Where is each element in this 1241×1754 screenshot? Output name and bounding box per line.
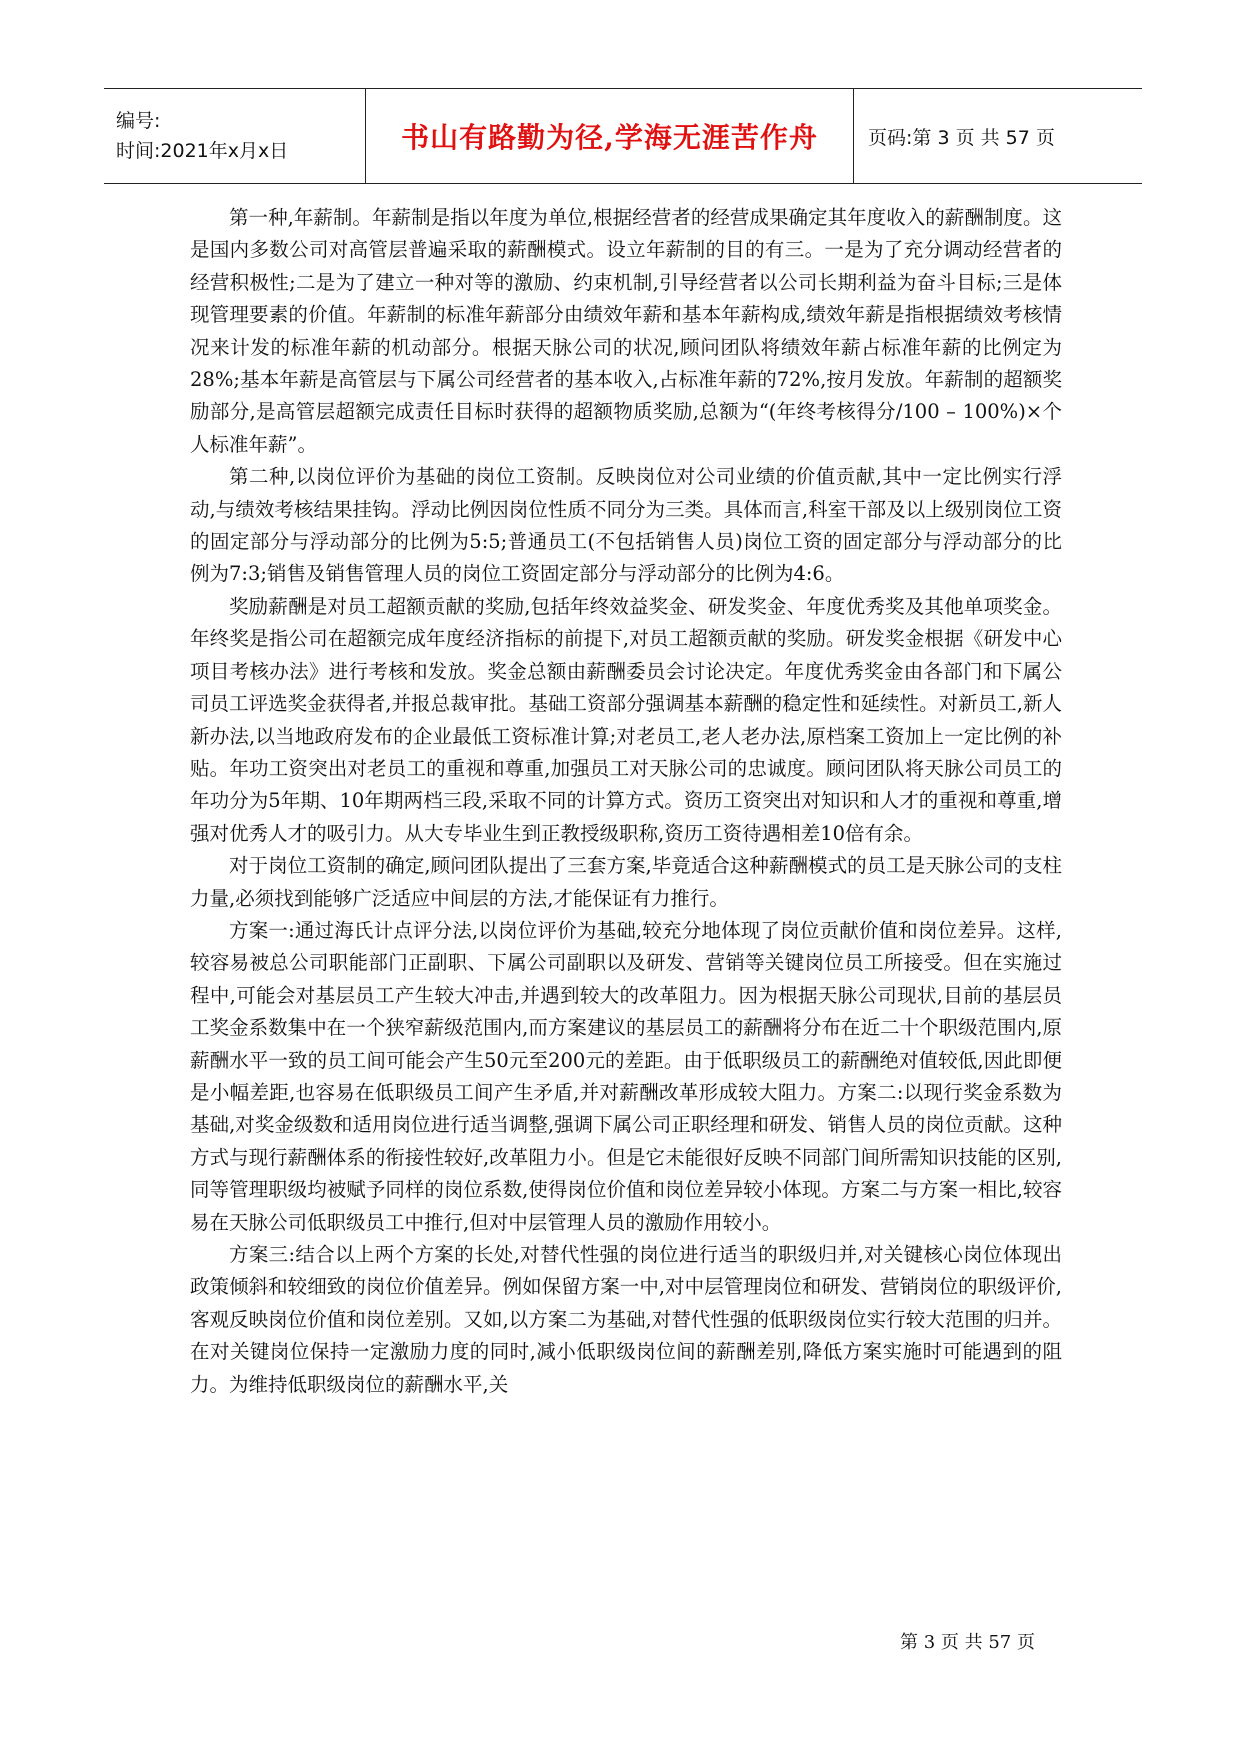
- header-meta: [104, 89, 366, 183]
- header-motto: 书山有路勤为径,学海无涯苦作舟: [401, 121, 818, 154]
- header-motto-cell: [366, 89, 854, 183]
- header-page-cell: [854, 89, 1142, 183]
- paragraph: 第二种,以岗位评价为基础的岗位工资制。反映岗位对公司业绩的价值贡献,其中一定比例实行浮动,与绩效考核结果挂钩。浮动比例因岗位性质不同分为三类。具体而言,科室干部及以上级别岗位工资的固定部分与浮动部分的比例为5:5;普通员工(不包括销售人员)岗位工资的固定部分与浮动部分的比例为7:3;销售及销售管理人员的岗位工资固定部分与浮动部分的比例为4:6。: [190, 465, 1062, 586]
- document-number-label: 编号:: [116, 110, 161, 132]
- paragraph: 奖励薪酬是对员工超额贡献的奖励,包括年终效益奖金、研发奖金、年度优秀奖及其他单项奖金。年终奖是指公司在超额完成年度经济指标的前提下,对员工超额贡献的奖励。研发奖金根据《研发中心项目考核办法》进行考核和发放。奖金总额由薪酬委员会讨论决定。年度优秀奖金由各部门和下属公司员工评选奖金获得者,并报总裁审批。基础工资部分强调基本薪酬的稳定性和延续性。对新员工,新人新办法,以当地政府发布的企业最低工资标准计算;对老员工,老人老办法,原档案工资加上一定比例的补贴。年功工资突出对老员工的重视和尊重,加强员工对天脉公司的忠诚度。顾问团队将天脉公司员工的年功分为5年期、10年期两档三段,采取不同的计算方式。资历工资突出对知识和人才的重视和尊重,增强对优秀人才的吸引力。从大专毕业生到正教授级职称,资历工资待遇相差10倍有余。: [190, 594, 1062, 845]
- paragraph: 方案三:结合以上两个方案的长处,对替代性强的岗位进行适当的职级归并,对关键核心岗位体现出政策倾斜和较细致的岗位价值差异。例如保留方案一中,对中层管理岗位和研发、营销岗位的职级评价,客观反映岗位价值和岗位差别。又如,以方案二为基础,对替代性强的低职级岗位实行较大范围的归并。在对关键岗位保持一定激励力度的同时,减小低职级岗位间的薪酬差别,降低方案实施时可能遇到的阻力。为维持低职级岗位的薪酬水平,关: [190, 1243, 1062, 1396]
- document-time-label: 时间:2021年x月x日: [116, 140, 289, 162]
- paragraph: 对于岗位工资制的确定,顾问团队提出了三套方案,毕竟适合这种薪酬模式的员工是天脉公司的支柱力量,必须找到能够广泛适应中间层的方法,才能保证有力推行。: [190, 854, 1062, 910]
- document-header: [104, 88, 1142, 184]
- header-page-number: 页码:第 3 页 共 57 页: [868, 126, 1055, 149]
- document-body: [190, 202, 1062, 1401]
- paragraph: 第一种,年薪制。年薪制是指以年度为单位,根据经营者的经营成果确定其年度收入的薪酬制度。这是国内多数公司对高管层普遍采取的薪酬模式。设立年薪制的目的有三。一是为了充分调动经营者的经营积极性;二是为了建立一种对等的激励、约束机制,引导经营者以公司长期利益为奋斗目标;三是体现管理要素的价值。年薪制的标准年薪部分由绩效年薪和基本年薪构成,绩效年薪是指根据绩效考核情况来计发的标准年薪的机动部分。根据天脉公司的状况,顾问团队将绩效年薪占标准年薪的比例定为28%;基本年薪是高管层与下属公司经营者的基本收入,占标准年薪的72%,按月发放。年薪制的超额奖励部分,是高管层超额完成责任目标时获得的超额物质奖励,总额为“(年终考核得分/100 – 100%)×个人标准年薪”。: [190, 206, 1062, 456]
- paragraph: 方案一:通过海氏计点评分法,以岗位评价为基础,较充分地体现了岗位贡献价值和岗位差异。这样,较容易被总公司职能部门正副职、下属公司副职以及研发、营销等关键岗位员工所接受。但在实施过程中,可能会对基层员工产生较大冲击,并遇到较大的改革阻力。因为根据天脉公司现状,目前的基层员工奖金系数集中在一个狭窄薪级范围内,而方案建议的基层员工的薪酬将分布在近二十个职级范围内,原薪酬水平一致的员工间可能会产生50元至200元的差距。由于低职级员工的薪酬绝对值较低,因此即便是小幅差距,也容易在低职级员工间产生矛盾,并对薪酬改革形成较大阻力。方案二:以现行奖金系数为基础,对奖金级数和适用岗位进行适当调整,强调下属公司正职经理和研发、销售人员的岗位贡献。这种方式与现行薪酬体系的衔接性较好,改革阻力小。但是它未能很好反映不同部门间所需知识技能的区别,同等管理职级均被赋予同样的岗位系数,使得岗位价值和岗位差异较小体现。方案二与方案一相比,较容易在天脉公司低职级员工中推行,但对中层管理人员的激励作用较小。: [190, 918, 1062, 1234]
- page-footer: 第 3 页 共 57 页: [900, 1632, 1035, 1653]
